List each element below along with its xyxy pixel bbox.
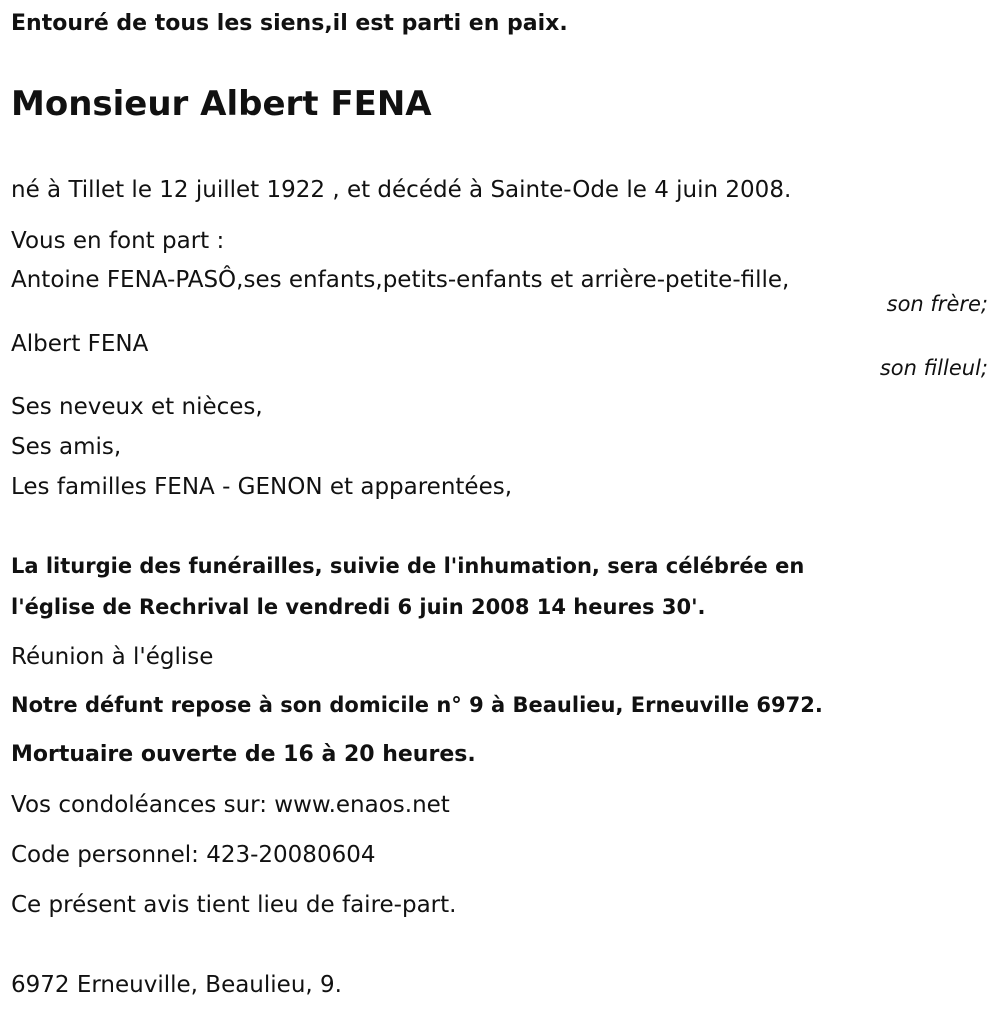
birth-death-line: né à Tillet le 12 juillet 1922 , et décédé à Sainte-Ode le 4 juin 2008. (11, 177, 792, 203)
intro-line: Entouré de tous les siens,il est parti en paix. (11, 11, 568, 36)
family-member-relation: son frère; (886, 292, 988, 316)
other-mourners-line: Ses amis, (11, 434, 122, 460)
mortuary-hours-line: Mortuaire ouverte de 16 à 20 heures. (11, 742, 476, 767)
personal-code-line: Code personnel: 423-20080604 (11, 842, 376, 868)
other-mourners-line: Les familles FENA - GENON et apparentées, (11, 474, 513, 500)
condolences-line: Vos condoléances sur: www.enaos.net (11, 792, 450, 818)
family-member-name: Antoine FENA-PASÔ,ses enfants,petits-enfants et arrière-petite-fille, (11, 267, 790, 293)
address-line: 6972 Erneuville, Beaulieu, 9. (11, 972, 342, 998)
family-member-name: Albert FENA (11, 331, 149, 357)
other-mourners-line: Ses neveux et nièces, (11, 394, 263, 420)
announcers-intro: Vous en font part : (11, 228, 225, 254)
meeting-line: Réunion à l'église (11, 644, 214, 670)
ceremony-line: l'église de Rechrival le vendredi 6 juin 2008 14 heures 30'. (11, 595, 706, 619)
resting-place-line: Notre défunt repose à son domicile n° 9 à Beaulieu, Erneuville 6972. (11, 693, 823, 717)
deceased-name: Monsieur Albert FENA (11, 84, 432, 124)
ceremony-line: La liturgie des funérailles, suivie de l'inhumation, sera célébrée en (11, 554, 805, 578)
family-member-relation: son filleul; (879, 356, 988, 380)
notice-line: Ce présent avis tient lieu de faire-part. (11, 892, 457, 918)
